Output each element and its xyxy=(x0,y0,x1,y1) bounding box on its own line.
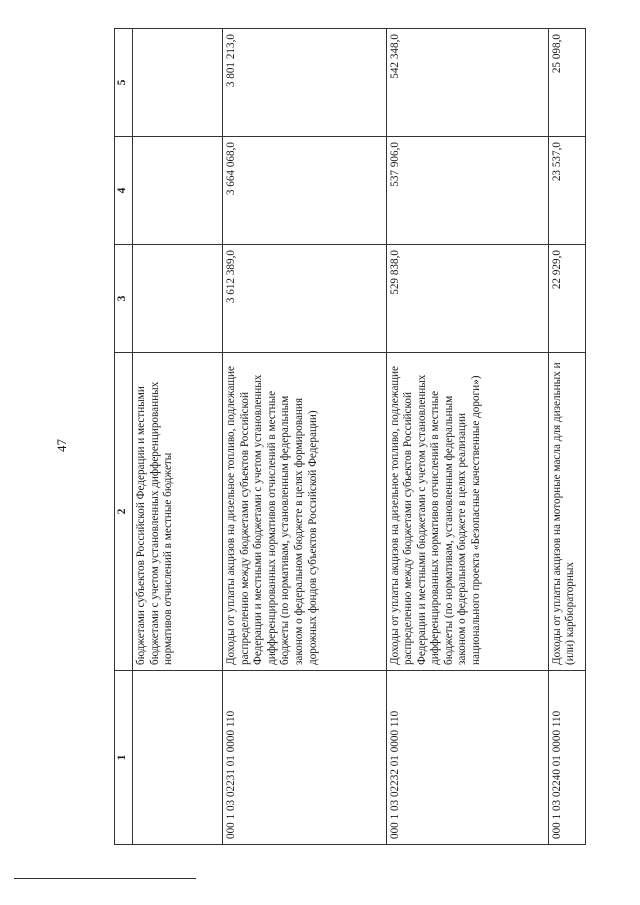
description-cell: Доходы от уплаты акцизов на моторные масла для дизельных и (или) карбюраторных xyxy=(548,353,585,671)
value-cell-col4: 537 906,0 xyxy=(386,137,548,245)
header-col-3: 3 xyxy=(115,245,133,353)
code-cell: 000 1 03 02232 01 0000 110 xyxy=(386,671,548,845)
description-cell: Доходы от уплаты акцизов на дизельное топливо, подлежащие распределению между бюджетами субъектов Российской Федерации и местными бюджетами с учетом установленных дифференцированных нормативов отчислений в местные бюджеты (по нормативам, установленным федеральным законом о федеральном бюджете в целях реализации национального проекта «Безопасные качественные дороги») xyxy=(386,353,548,671)
table-row-continuation xyxy=(133,29,223,845)
value-cell-col4: 23 537,0 xyxy=(548,137,585,245)
header-col-4: 4 xyxy=(115,137,133,245)
header-col-5: 5 xyxy=(115,29,133,137)
table-row xyxy=(223,29,386,845)
page-number: 47 xyxy=(54,439,69,452)
value-cell-col3: 529 838,0 xyxy=(386,245,548,353)
value-cell-empty xyxy=(133,137,223,245)
table-header-row xyxy=(115,29,133,845)
value-cell-col4: 3 664 068,0 xyxy=(223,137,386,245)
value-cell-col5: 25 098,0 xyxy=(548,29,585,137)
header-col-2: 2 xyxy=(115,353,133,671)
value-cell-col5: 3 801 213,0 xyxy=(223,29,386,137)
header-col-1: 1 xyxy=(115,671,133,845)
description-cell: Доходы от уплаты акцизов на дизельное топливо, подлежащие распределению между бюджетами субъектов Российской Федерации и местными бюджетами с учетом установленных дифференцированных нормативов отчислений в местные бюджеты (по нормативам, установленным федеральным законом о федеральном бюджете в целях формирования дорожных фондов субъектов Российской Федерации) xyxy=(223,353,386,671)
code-cell-empty xyxy=(133,671,223,845)
value-cell-col5: 542 348,0 xyxy=(386,29,548,137)
value-cell-col3: 3 612 389,0 xyxy=(223,245,386,353)
table-container xyxy=(114,34,586,845)
value-cell-empty xyxy=(133,245,223,353)
footnote-separator xyxy=(14,878,196,879)
table-row xyxy=(548,29,585,845)
description-cell: бюджетами субъектов Российской Федерации и местными бюджетами с учетом установленных дифференцированных нормативов отчислений в местные бюджеты xyxy=(133,353,223,671)
code-cell: 000 1 03 02231 01 0000 110 xyxy=(223,671,386,845)
code-cell: 000 1 03 02240 01 0000 110 xyxy=(548,671,585,845)
budget-table xyxy=(114,28,586,845)
value-cell-empty xyxy=(133,29,223,137)
table-row xyxy=(386,29,548,845)
value-cell-col3: 22 929,0 xyxy=(548,245,585,353)
